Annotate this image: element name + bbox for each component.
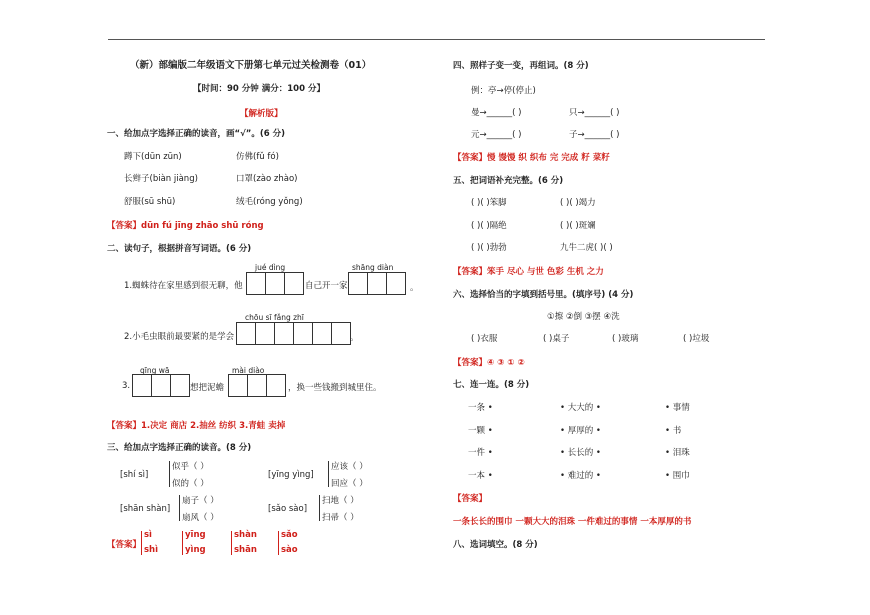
q1-item: 口罩(zào zhào) bbox=[236, 174, 298, 184]
q2-sentence: 。 bbox=[410, 283, 419, 293]
q3-word: 扫地（ ） bbox=[322, 496, 359, 506]
q3-word: 扇子（ ） bbox=[182, 496, 219, 506]
q2-writing-grid[interactable] bbox=[228, 374, 286, 397]
q3-word: 扫帚（ ） bbox=[322, 513, 359, 523]
q6-options: ①擦 ②倒 ③摆 ④洗 bbox=[547, 312, 620, 322]
q2-writing-grid[interactable] bbox=[132, 374, 190, 397]
q3-word: 回应（ ） bbox=[331, 479, 368, 489]
q5-row: ( )( )隔绝 bbox=[471, 221, 507, 231]
q2-sentence: 想把泥蟾 bbox=[190, 383, 225, 393]
q4-row: 元→______( ) bbox=[471, 130, 522, 140]
q7-mid-item[interactable]: • 大大的 • bbox=[560, 403, 601, 413]
q5-row: ( )( )斑斓 bbox=[560, 221, 596, 231]
q6-blank: ( )垃圾 bbox=[683, 334, 710, 344]
q2-heading: 二、读句子，根据拼音写词语。(6 分) bbox=[107, 244, 252, 254]
q6-heading: 六、选择恰当的字填到括号里。(填序号) (4 分) bbox=[453, 290, 634, 300]
q2-pinyin: mài diào bbox=[232, 366, 265, 375]
brace-icon bbox=[231, 531, 232, 555]
q7-right-item[interactable]: • 事情 bbox=[665, 403, 690, 413]
brace-icon bbox=[182, 531, 183, 555]
q4-example: 例：亭→停(停止) bbox=[471, 86, 536, 96]
q7-right-item[interactable]: • 围巾 bbox=[665, 471, 690, 481]
q1-answer: 【答案】dūn fú jīng zhāo shū róng bbox=[107, 221, 264, 231]
q2-writing-grid[interactable] bbox=[236, 322, 351, 345]
q5-heading: 五、把词语补充完整。(6 分) bbox=[453, 176, 564, 186]
q3-word: 应该（ ） bbox=[331, 462, 368, 472]
brace-icon bbox=[169, 461, 170, 487]
q3-pinyin-pair: [yīng yìng] bbox=[268, 470, 314, 480]
q3-word: 似的（ ） bbox=[172, 479, 209, 489]
q1-item: 舒服(sū shū) bbox=[124, 197, 176, 207]
q1-item: 仿佛(fǔ fó) bbox=[236, 152, 279, 162]
q2-sentence: 。 bbox=[350, 333, 359, 343]
q7-right-item[interactable]: • 泪珠 bbox=[665, 448, 690, 458]
q2-answer: 【答案】1.决定 商店 2.抽丝 纺织 3.青蛙 卖掉 bbox=[107, 421, 286, 431]
brace-icon bbox=[179, 495, 180, 521]
q5-row: ( )( )竭力 bbox=[560, 198, 596, 208]
q3-answer: shàn bbox=[234, 530, 257, 540]
q1-item: 长辫子(biàn jiàng) bbox=[124, 174, 198, 184]
q4-answer: 【答案】慢 馒馒 织 织布 完 完成 籽 菜籽 bbox=[453, 153, 610, 163]
q7-heading: 七、连一连。(8 分) bbox=[453, 380, 530, 390]
q6-blank: ( )桌子 bbox=[543, 334, 570, 344]
q7-left-item[interactable]: 一本 • bbox=[468, 471, 493, 481]
q4-row: 只→______( ) bbox=[569, 108, 620, 118]
q7-right-item[interactable]: • 书 bbox=[665, 426, 682, 436]
q3-answer-label: 【答案】 bbox=[107, 540, 142, 550]
q3-heading: 三、给加点字选择正确的读音。(8 分) bbox=[107, 443, 252, 453]
q6-blank: ( )衣服 bbox=[471, 334, 498, 344]
q3-answer: yìng bbox=[185, 545, 206, 555]
q5-row: 九牛二虎( )( ) bbox=[560, 243, 613, 253]
q6-blank: ( )玻璃 bbox=[612, 334, 639, 344]
q2-pinyin: chōu sī fǎng zhī bbox=[245, 313, 304, 322]
q3-pinyin-pair: [shān shàn] bbox=[120, 504, 171, 514]
q5-row: ( )( )勃勃 bbox=[471, 243, 507, 253]
q3-answer: sǎo bbox=[281, 530, 298, 540]
q1-heading: 一、给加点字选择正确的读音，画“√”。(6 分) bbox=[107, 129, 285, 139]
brace-icon bbox=[278, 531, 279, 555]
q4-heading: 四、照样子变一变，再组词。(8 分) bbox=[453, 61, 589, 71]
q3-answer: yīng bbox=[185, 530, 206, 540]
q7-mid-item[interactable]: • 难过的 • bbox=[560, 471, 601, 481]
q2-sentence: 3. bbox=[122, 381, 131, 391]
q3-answer: shān bbox=[234, 545, 257, 555]
q3-word: 扇风（ ） bbox=[182, 513, 219, 523]
exam-meta: 【时间：90 分钟 满分：100 分】 bbox=[193, 84, 325, 94]
q2-pinyin: jué dìng bbox=[255, 263, 286, 272]
q2-writing-grid[interactable] bbox=[246, 272, 304, 295]
q7-answer-label: 【答案】 bbox=[453, 494, 488, 504]
q3-answer: sì bbox=[144, 530, 152, 540]
q7-left-item[interactable]: 一条 • bbox=[468, 403, 493, 413]
q2-writing-grid[interactable] bbox=[348, 272, 406, 295]
q3-word: 似乎（ ） bbox=[172, 462, 209, 472]
q2-sentence: ，换一些钱搬到城里住。 bbox=[288, 383, 382, 393]
q2-sentence: 1.蜘蛛待在家里感到很无聊，他 bbox=[124, 281, 243, 291]
q4-row: 曼→______( ) bbox=[471, 108, 522, 118]
q1-item: 蹲下(dūn zūn) bbox=[124, 152, 182, 162]
q7-answer: 一条长长的围巾 一颗大大的泪珠 一件难过的事情 一本厚厚的书 bbox=[453, 517, 692, 527]
header-rule bbox=[108, 39, 765, 40]
q7-left-item[interactable]: 一件 • bbox=[468, 448, 493, 458]
q6-answer: 【答案】④ ③ ① ② bbox=[453, 358, 525, 368]
q7-mid-item[interactable]: • 长长的 • bbox=[560, 448, 601, 458]
q5-row: ( )( )笨脚 bbox=[471, 198, 507, 208]
q2-sentence: 2.小毛虫眼前最要紧的是学会 bbox=[124, 332, 235, 342]
q5-answer: 【答案】笨手 尽心 与世 色彩 生机 之力 bbox=[453, 267, 604, 277]
q7-left-item[interactable]: 一颗 • bbox=[468, 426, 493, 436]
q3-answer: sào bbox=[281, 545, 298, 555]
q3-pinyin-pair: [shí sì] bbox=[120, 470, 149, 480]
q3-answer: shì bbox=[144, 545, 159, 555]
q7-mid-item[interactable]: • 厚厚的 • bbox=[560, 426, 601, 436]
q2-pinyin: qīng wā bbox=[140, 366, 170, 375]
brace-icon bbox=[141, 531, 142, 555]
page-title: （新）部编版二年级语文下册第七单元过关检测卷（01） bbox=[130, 60, 372, 71]
brace-icon bbox=[319, 495, 320, 521]
q4-row: 子→______( ) bbox=[569, 130, 620, 140]
q8-heading: 八、选词填空。(8 分) bbox=[453, 540, 538, 550]
q3-pinyin-pair: [sǎo sào] bbox=[268, 504, 308, 514]
brace-icon bbox=[328, 461, 329, 487]
analysis-label: 【解析版】 bbox=[240, 109, 283, 119]
q2-pinyin: shāng diàn bbox=[352, 263, 394, 272]
q1-item: 绒毛(róng yǒng) bbox=[236, 197, 303, 207]
q2-sentence: 自己开一家 bbox=[305, 281, 348, 291]
